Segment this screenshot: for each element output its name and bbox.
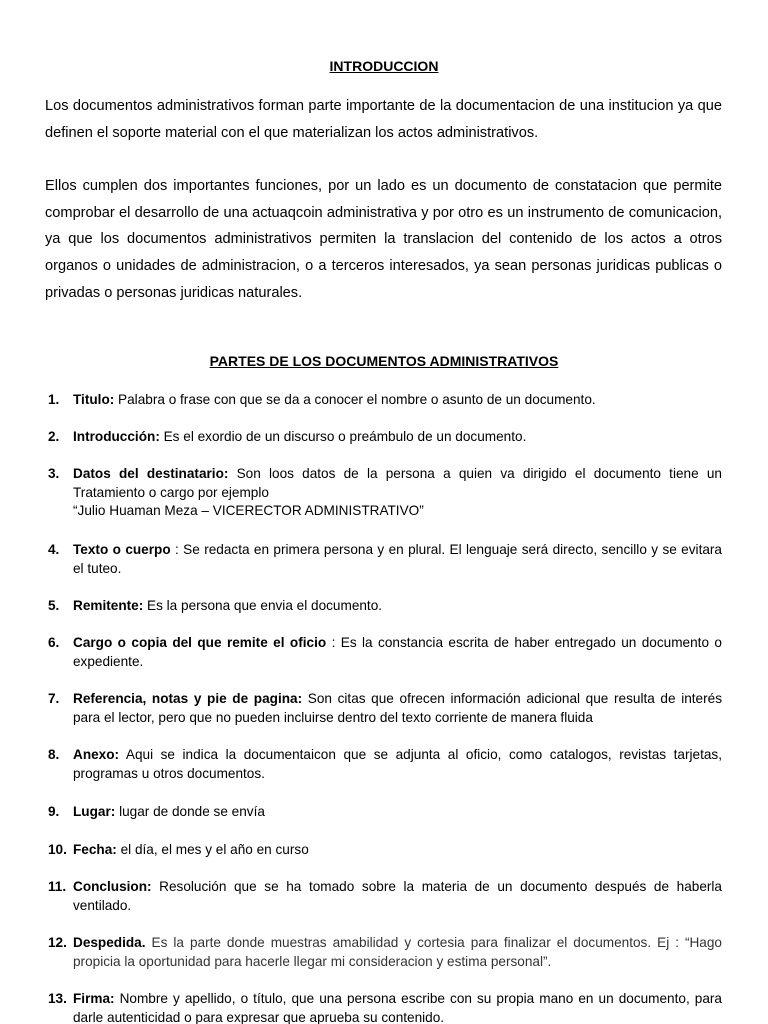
item-term: Firma: (73, 991, 115, 1006)
item-number: 13. (48, 991, 67, 1006)
item-text: lugar de donde se envía (115, 804, 265, 819)
item-number: 7. (48, 691, 60, 706)
item-term: Datos del destinatario: (73, 466, 229, 481)
item-body (73, 391, 722, 410)
item-example: “Julio Huaman Meza – VICERECTOR ADMINISTRATIVO” (73, 503, 424, 518)
item-body (73, 803, 722, 822)
item-text: : Es la constancia escrita de haber entregado un documento o expediente. (73, 635, 722, 669)
item-number: 10. (48, 842, 67, 857)
item-number: 2. (48, 429, 60, 444)
item-text: Nombre y apellido, o título, que una persona escribe con su propia mano en un documento, para darle autenticidad o para expresar que aprueba su contenido. (73, 991, 722, 1024)
item-text: Resolución que se ha tomado sobre la materia de un documento después de haberla ventilado. (73, 879, 722, 913)
item-term: Titulo: (73, 392, 115, 407)
parts-heading: PARTES DE LOS DOCUMENTOS ADMINISTRATIVOS (209, 353, 559, 369)
item-text: Es el exordio de un discurso o preámbulo de un documento. (159, 429, 527, 444)
item-text: Es la parte donde muestras amabilidad y cortesia para finalizar el documentos. Ej : “Hago propicia la oportunidad para hacerle llegar mi consideracion y estima personal”. (73, 935, 722, 969)
item-term: Lugar: (73, 804, 116, 819)
item-number: 4. (48, 542, 60, 557)
item-term: Anexo: (73, 747, 120, 762)
item-body (73, 990, 722, 1024)
item-body (73, 934, 722, 971)
intro-paragraph-2: Ellos cumplen dos importantes funciones, por un lado es un documento de constatacion que permite comprobar el desarrollo de una actuaqcoin administrativa y por otro es un instrumento de comunicacion, ya que los documentos administrativos permiten la translacion del contenido de los actos a otros organos o unidades de administracion, o a terceros interesados, ya sean personas juridicas publicas o privadas o personas juridicas naturales. (45, 178, 722, 301)
item-number: 1. (48, 392, 60, 407)
item-term: Despedida. (73, 935, 146, 950)
item-number: 3. (48, 466, 60, 481)
item-term: Cargo o copia del que remite el oficio (73, 635, 327, 650)
item-body (73, 634, 722, 671)
item-text: Son citas que ofrecen información adicional que resulta de interés para el lector, pero que no pueden incluirse dentro del texto corriente de manera fluida (73, 691, 722, 725)
intro-paragraph-1: Los documentos administrativos forman parte importante de la documentacion de una institucion ya que definen el soporte material con el que materializan los actos administrativos. (45, 98, 722, 141)
item-term: Conclusion: (73, 879, 152, 894)
item-text: Es la persona que envia el documento. (143, 598, 383, 613)
item-number: 11. (48, 879, 67, 894)
item-body (73, 465, 722, 521)
item-number: 12. (48, 935, 67, 950)
item-term: Fecha: (73, 842, 117, 857)
item-body (73, 746, 722, 783)
item-body (73, 428, 722, 447)
item-body (73, 841, 722, 860)
item-body (73, 690, 722, 727)
item-term: Referencia, notas y pie de pagina: (73, 691, 303, 706)
item-text: : Se redacta en primera persona y en plural. El lenguaje será directo, sencillo y se evitara el tuteo. (73, 542, 722, 576)
item-number: 5. (48, 598, 60, 613)
item-body (73, 878, 722, 915)
item-term: Remitente: (73, 598, 144, 613)
item-text: Palabra o frase con que se da a conocer el nombre o asunto de un documento. (114, 392, 596, 407)
item-text: el día, el mes y el año en curso (116, 842, 309, 857)
intro-heading: INTRODUCCION (329, 58, 439, 74)
item-term: Texto o cuerpo (73, 542, 171, 557)
item-body (73, 541, 722, 578)
item-term: Introducción: (73, 429, 160, 444)
item-text: Aqui se indica la documentaicon que se adjunta al oficio, como catalogos, revistas tarjetas, programas u otros documentos. (73, 747, 722, 781)
item-number: 6. (48, 635, 60, 650)
item-number: 8. (48, 747, 60, 762)
item-body (73, 597, 722, 616)
item-text: Son loos datos de la persona a quien va dirigido el documento tiene un Tratamiento o cargo por ejemplo (73, 466, 722, 500)
item-number: 9. (48, 804, 60, 819)
